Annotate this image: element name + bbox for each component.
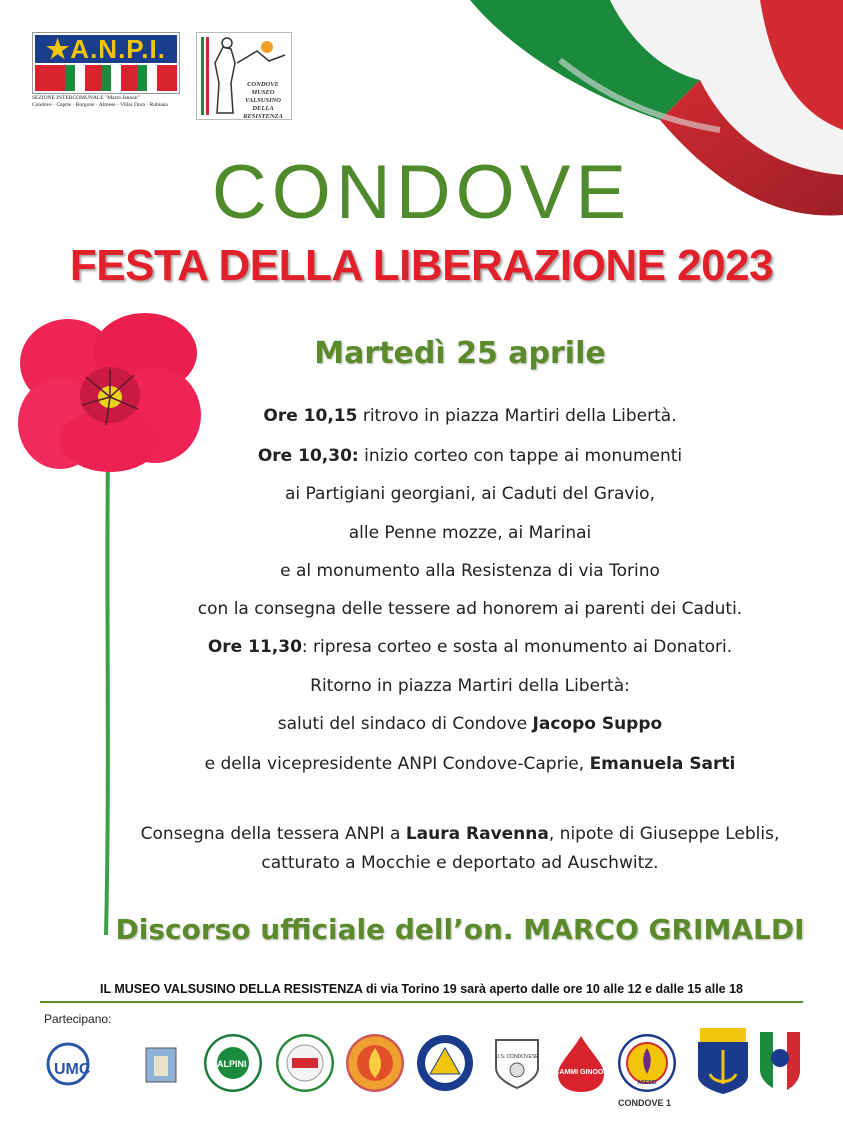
vicepresidente-name: Emanuela Sarti — [589, 754, 736, 774]
date-heading: Martedì 25 aprile — [314, 336, 606, 371]
time-1030: Ore 10,30: — [257, 446, 359, 466]
museo-valsusino-logo — [196, 32, 292, 120]
program-line-4: alle Penne mozze, ai Marinai — [348, 523, 592, 543]
consegna-paragraph — [100, 820, 820, 878]
associazione-combattenti-logo — [276, 1034, 334, 1092]
don-piero-icon — [132, 1034, 190, 1092]
participants-label: Partecipano: — [44, 1012, 112, 1026]
anpi-logo — [32, 32, 182, 114]
program-line-5: e al monumento alla Resistenza di via Torino — [280, 561, 660, 581]
anpi-comuni-text: Condove · Caprie · Borgone · Almese · Villar Dora · Rubiana — [32, 102, 168, 108]
program-line-7-text: : ripresa corteo e sosta al monumento ai Donatori. — [301, 637, 733, 657]
anpi-sezione-text: SEZIONE INTERCOMUNALE "Mario Jannon" — [32, 95, 140, 101]
divider — [40, 1001, 803, 1003]
program-line-10-text: e della vicepresidente ANPI Condove-Caprie, — [204, 754, 590, 774]
consegna-line-2: catturato a Mocchie e deportato ad Auschwitz. — [261, 853, 659, 873]
tricolor-shield-icon — [758, 1030, 802, 1094]
program-line-6: con la consegna delle tessere ad honorem ai parenti dei Caduti. — [197, 599, 743, 619]
program-line-2 — [120, 444, 820, 468]
consegna-name: Laura Ravenna — [405, 824, 549, 844]
program-line-1-text: ritrovo in piazza Martiri della Libertà. — [357, 406, 677, 426]
anpi-logo-title: ★A.N.P.I. — [35, 35, 177, 63]
museo-line-1: CONDOVE — [247, 81, 279, 88]
alpini-icon — [204, 1034, 262, 1092]
town-title: CONDOVE — [211, 150, 632, 235]
program-line-10 — [120, 752, 820, 776]
aib-icon — [346, 1034, 404, 1092]
program-line-9 — [120, 712, 820, 736]
combattenti-icon — [276, 1034, 334, 1092]
official-speech-heading: Discorso ufficiale dell’on. MARCO GRIMALDI — [115, 913, 805, 946]
fidas-donatori-logo — [552, 1034, 610, 1092]
gruppo-alpini-logo — [204, 1034, 262, 1092]
time-1015: Ore 10,15 — [263, 406, 358, 426]
consegna-prefix: Consegna della tessera ANPI a — [140, 824, 406, 844]
museo-line-2: MUSEO — [251, 89, 275, 96]
time-1130: Ore 11,30 — [207, 637, 302, 657]
agesci-logo-text: AGESCI — [637, 1080, 657, 1086]
consegna-line-1 — [100, 820, 820, 849]
anpi-logo-caption — [32, 95, 182, 109]
umc-logo-text: UMC — [54, 1061, 91, 1078]
program-line-3: ai Partigiani georgiani, ai Caduti del Gravio, — [285, 484, 655, 504]
sindaco-name: Jacopo Suppo — [532, 714, 663, 734]
blood-drop-icon — [552, 1034, 610, 1092]
museo-line-3: VALSUSINO — [244, 97, 281, 104]
us-condovese-logo — [488, 1034, 546, 1092]
fidas-logo-text: CAMMI GINOOF — [554, 1069, 608, 1076]
agesci-condove-logo — [618, 1034, 676, 1092]
program-line-8: Ritorno in piazza Martiri della Libertà: — [310, 676, 630, 696]
anchor-crest-icon — [694, 1026, 752, 1096]
us-condovese-icon — [488, 1034, 546, 1092]
alpini-logo-text: ALPINI — [217, 1059, 247, 1069]
program-line-1 — [120, 404, 820, 428]
program-line-2-text: inizio corteo con tappe ai monumenti — [358, 446, 683, 466]
squadra-aib-logo — [346, 1034, 404, 1092]
protezione-civile-logo — [416, 1034, 474, 1092]
museo-line-4: DELLA RESISTENZA — [243, 105, 283, 120]
program-line-9-text: saluti del sindaco di Condove — [277, 714, 533, 734]
festa-title: FESTA DELLA LIBERAZIONE 2023 — [69, 241, 774, 290]
umc-icon — [44, 1034, 102, 1092]
associazione-marinai-logo — [694, 1026, 752, 1096]
unione-musicale-condovese-logo — [44, 1034, 102, 1092]
associazione-don-piero-logo — [132, 1034, 190, 1092]
scout-lily-icon — [618, 1034, 676, 1092]
us-condovese-logo-text: U.S. CONDOVESE — [495, 1054, 539, 1060]
protezione-civile-icon — [416, 1034, 474, 1092]
tricolor-stripes-icon — [35, 65, 177, 91]
consegna-suffix: , nipote di Giuseppe Leblis, — [548, 824, 780, 844]
associazione-carabinieri-logo — [758, 1030, 802, 1094]
program-line-7 — [120, 635, 820, 659]
agesci-caption: CONDOVE 1 — [618, 1098, 672, 1108]
museum-opening-note: IL MUSEO VALSUSINO DELLA RESISTENZA di via Torino 19 sarà aperto dalle ore 10 alle 12 e dalle 15 alle 18 — [99, 982, 744, 996]
